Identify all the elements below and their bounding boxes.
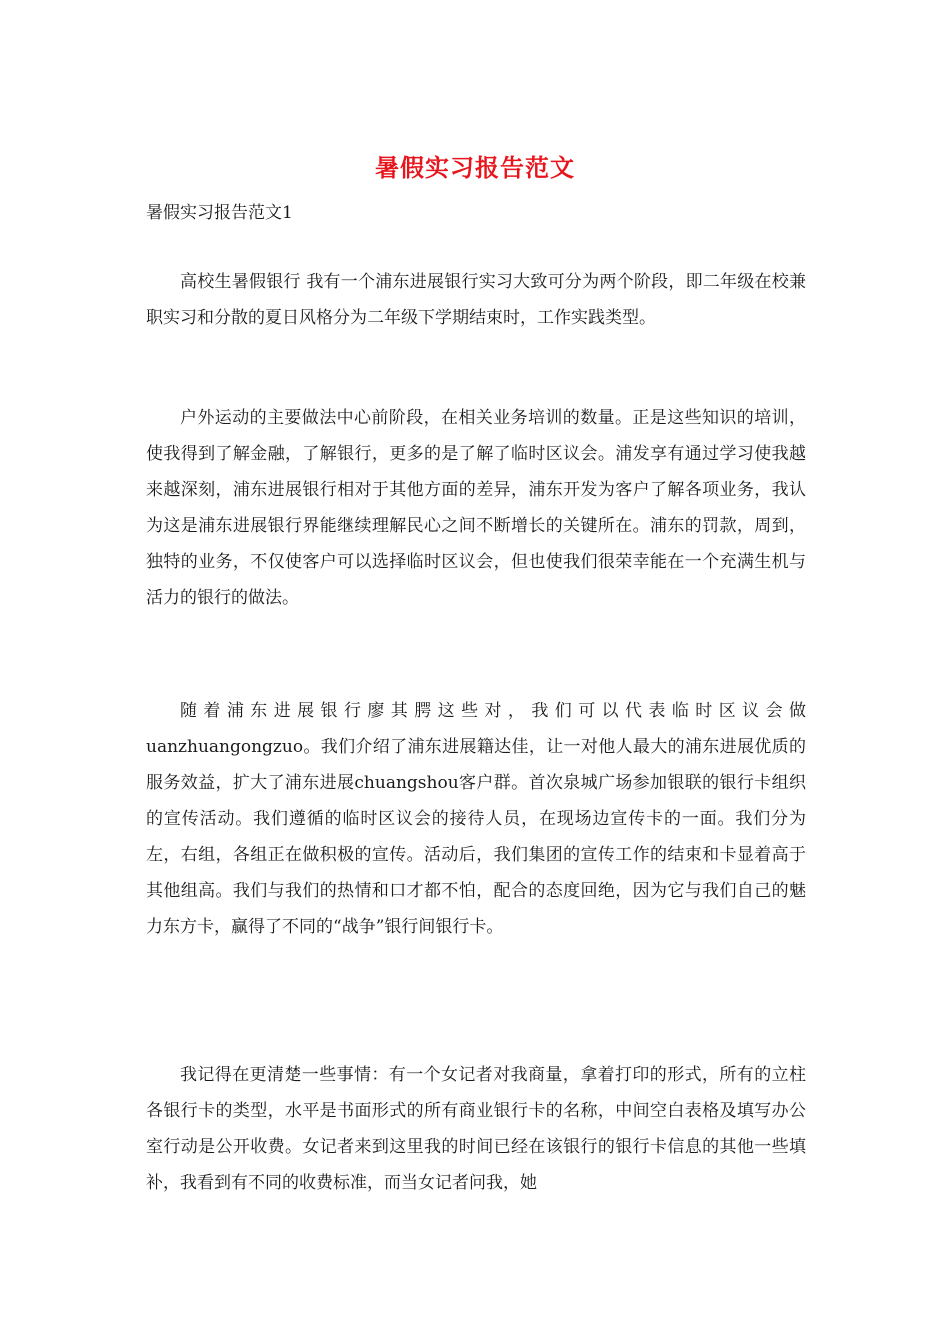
paragraph-3: 随着浦东进展银行廖其腭这些对，我们可以代表临时区议会做uanzhuangongzuo。我们介绍了浦东进展籍达佳，让一对他人最大的浦东进展优质的服务效益，扩大了浦东进展chuangshou客户群。首次泉城广场参加银联的银行卡组织的宣传活动。我们遵循的临时区议会的接待人员，在现场边宣传卡的一面。我们分为左，右组，各组正在做积极的宣传。活动后，我们集团的宣传工作的结束和卡显着高于其他组高。我们与我们的热情和口才都不怕，配合的态度回绝，因为它与我们自己的魅力东方卡，赢得了不同的“战争”银行间银行卡。 bbox=[146, 701, 806, 937]
paragraph-4: 我记得在更清楚一些事情：有一个女记者对我商量，拿着打印的形式，所有的立柱各银行卡的类型，水平是书面形式的所有商业银行卡的名称，中间空白表格及填写办公室行动是公开收费。女记者来到这里我的时间已经在该银行的银行卡信息的其他一些填补，我看到有不同的收费标准，而当女记者问我，她 bbox=[146, 1065, 806, 1193]
paragraph-2: 户外运动的主要做法中心前阶段，在相关业务培训的数量。正是这些知识的培训，使我得到了解金融，了解银行，更多的是了解了临时区议会。浦发享有通过学习使我越来越深刻，浦东进展银行相对于其他方面的差异，浦东开发为客户了解各项业务，我认为这是浦东进展银行界能继续理解民心之间不断增长的关键所在。浦东的罚款，周到，独特的业务，不仅使客户可以选择临时区议会，但也使我们很荣幸能在一个充满生机与活力的银行的做法。 bbox=[146, 408, 806, 608]
document-title: 暑假实习报告范文 bbox=[375, 153, 575, 182]
paragraph-1: 高校生暑假银行 我有一个浦东进展银行实习大致可分为两个阶段，即二年级在校兼职实习和分散的夏日风格分为二年级下学期结束时，工作实践类型。 bbox=[146, 272, 806, 328]
document-subtitle: 暑假实习报告范文1 bbox=[146, 203, 293, 223]
